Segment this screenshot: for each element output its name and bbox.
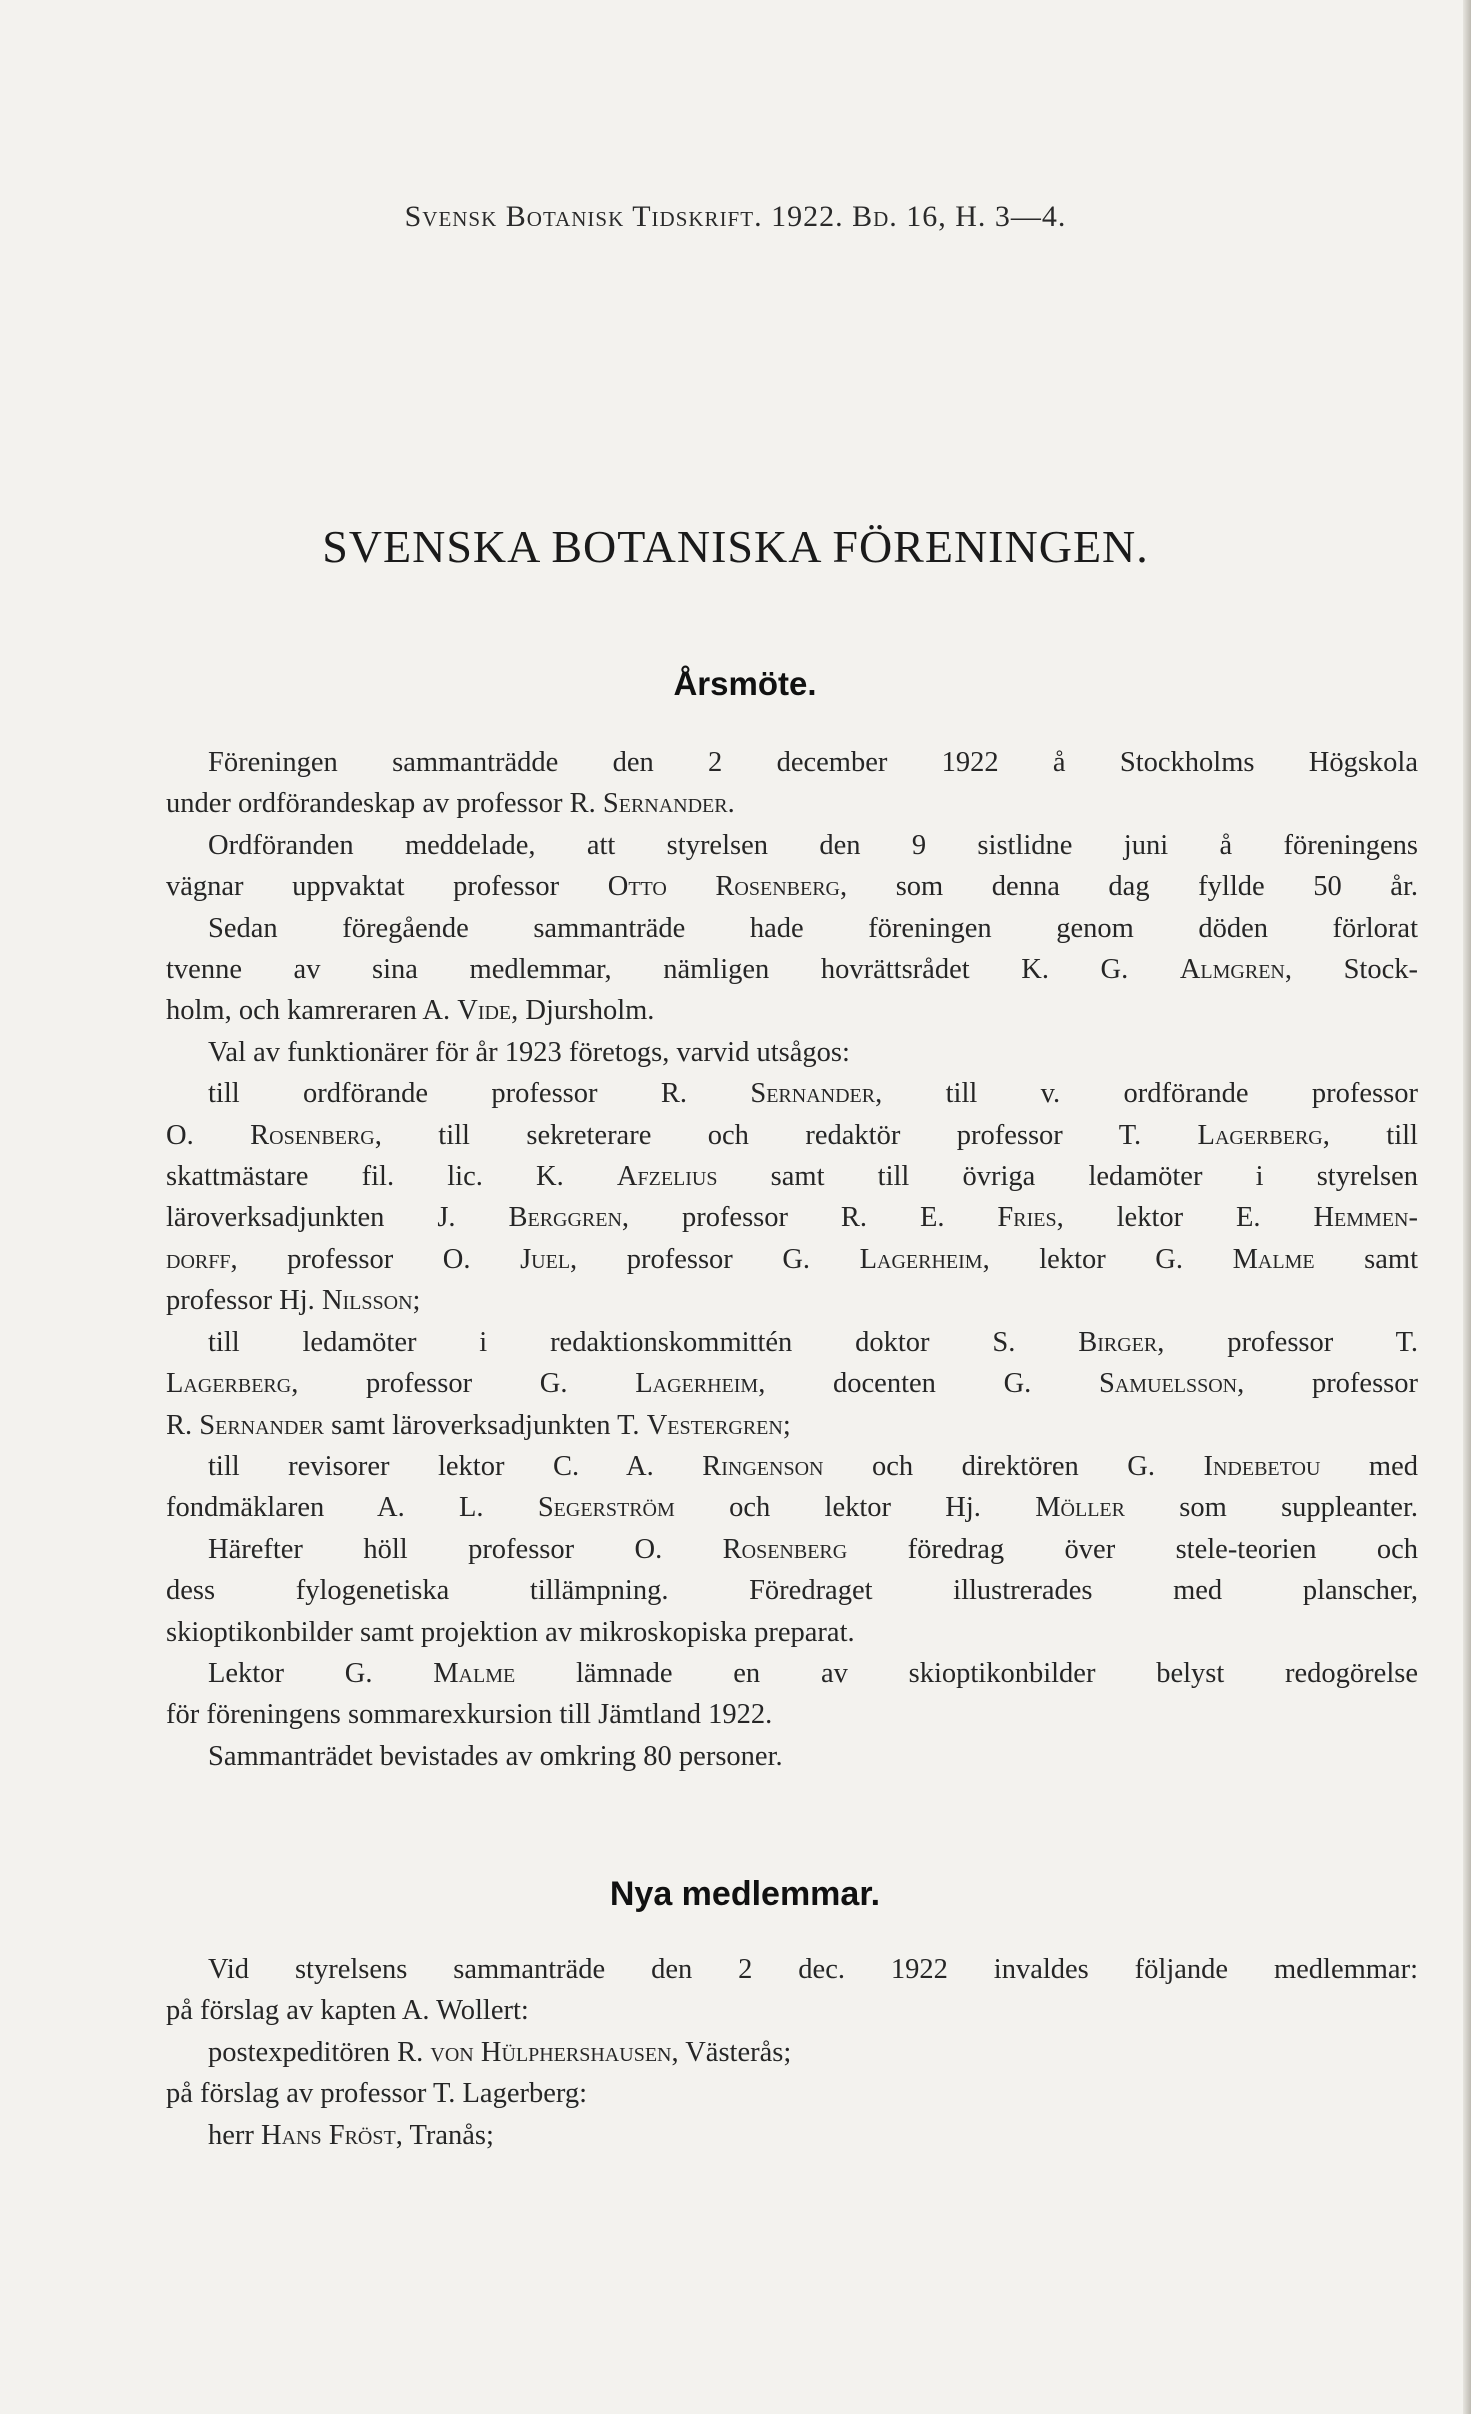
- person-name: Lagerberg: [166, 1368, 292, 1400]
- section-1-text-line: [166, 1446, 1418, 1487]
- text-segment: skattmästare fil. lic. K.: [166, 1161, 617, 1193]
- text-segment: läroverksadjunkten J.: [166, 1202, 509, 1234]
- person-name: Almgren: [1179, 954, 1285, 986]
- page-edge-shadow: [1463, 0, 1471, 2414]
- text-segment: föredrag över stele-teorien och: [847, 1533, 1418, 1565]
- person-name: Hemmen-: [1313, 1202, 1418, 1234]
- section-1-text-line: [166, 1405, 1418, 1446]
- section-heading-arsmote: Årsmöte.: [673, 665, 817, 702]
- section-1-text-line: [166, 1529, 1418, 1570]
- text-segment: samt läroverksadjunkten T.: [324, 1409, 647, 1441]
- text-segment: för föreningens sommarexkursion till Jämtland 1922.: [166, 1699, 773, 1731]
- section-1-text-line: [166, 1322, 1418, 1363]
- section-1-text-line: [166, 1197, 1418, 1238]
- section-1-text-line: [166, 1032, 1418, 1073]
- text-segment: till revisorer lektor C. A.: [208, 1450, 703, 1482]
- section-1-text-line: [166, 825, 1418, 866]
- person-name: Otto Rosenberg: [607, 871, 840, 903]
- text-segment: till ordförande professor R.: [208, 1078, 751, 1110]
- text-segment: , professor G.: [570, 1243, 860, 1275]
- person-name: Samuelsson: [1099, 1368, 1238, 1400]
- text-segment: professor Hj.: [166, 1285, 322, 1317]
- section-2-text-line: [166, 2032, 1418, 2073]
- person-name: Vestergren: [646, 1409, 783, 1441]
- text-segment: , som denna dag fyllde 50 år.: [840, 871, 1418, 903]
- text-segment: Ordföranden meddelade, att styrelsen den 9 sistlidne juni å föreningens: [208, 829, 1418, 861]
- text-segment: , Tranås;: [395, 2119, 494, 2151]
- person-name: Juel: [520, 1243, 571, 1275]
- text-segment: , Västerås;: [671, 2036, 792, 2068]
- section-body-nya-medlemmar: [166, 1949, 1418, 2156]
- text-segment: samt till övriga ledamöter i styrelsen: [717, 1161, 1419, 1193]
- section-1-text-line: [166, 1694, 1418, 1735]
- person-name: Birger: [1078, 1326, 1158, 1358]
- section-2-text-line: [166, 1990, 1418, 2031]
- section-1-text-line: [166, 949, 1418, 990]
- person-name: dorff: [166, 1243, 231, 1275]
- text-segment: Härefter höll professor O.: [208, 1533, 723, 1565]
- text-segment: , lektor E.: [1056, 1202, 1314, 1234]
- text-segment: , professor G.: [291, 1368, 636, 1400]
- text-segment: som suppleanter.: [1124, 1492, 1418, 1524]
- section-1-text-line: [166, 1156, 1418, 1197]
- text-segment: med: [1320, 1450, 1418, 1482]
- text-segment: R.: [166, 1409, 200, 1441]
- text-segment: , professor: [1237, 1368, 1418, 1400]
- section-heading-nya-medlemmar: Nya medlemmar.: [609, 1875, 881, 1913]
- person-name: Malme: [433, 1657, 516, 1689]
- section-1-text-line: [166, 1570, 1418, 1611]
- text-segment: på förslag av professor T. Lagerberg:: [166, 2078, 588, 2110]
- section-1-text-line: [166, 1363, 1418, 1404]
- person-name: Hans Fröst: [261, 2119, 396, 2151]
- person-name: Rosenberg: [722, 1533, 848, 1565]
- text-segment: , professor R. E.: [621, 1202, 998, 1234]
- section-1-text-line: [166, 1073, 1418, 1114]
- person-name: Vide: [457, 995, 512, 1027]
- person-name: Malme: [1232, 1243, 1315, 1275]
- section-1-text-line: [166, 908, 1418, 949]
- text-segment: till ledamöter i redaktionskommittén doktor S.: [208, 1326, 1079, 1358]
- section-1-text-line: [166, 742, 1418, 783]
- text-segment: lämnade en av skioptikonbilder belyst redogörelse: [515, 1657, 1418, 1689]
- text-segment: ;: [782, 1409, 791, 1441]
- section-1-text-line: [166, 1487, 1418, 1528]
- text-segment: fondmäklaren A. L.: [166, 1492, 538, 1524]
- person-name: Sernander: [199, 1409, 325, 1441]
- section-1-text-line: [166, 1239, 1418, 1280]
- text-segment: , docenten G.: [758, 1368, 1100, 1400]
- text-segment: samt: [1314, 1243, 1419, 1275]
- text-segment: och lektor Hj.: [674, 1492, 1036, 1524]
- section-1-text-line: [166, 1280, 1418, 1321]
- text-segment: på förslag av kapten A. Wollert:: [166, 1995, 529, 2027]
- text-segment: , lektor G.: [982, 1243, 1233, 1275]
- text-segment: och direktören G.: [823, 1450, 1204, 1482]
- person-name: Segerström: [537, 1492, 675, 1524]
- person-name: Sernander: [602, 788, 728, 820]
- text-segment: .: [727, 788, 735, 820]
- text-segment: Sammanträdet bevistades av omkring 80 personer.: [208, 1740, 783, 1772]
- text-segment: holm, och kamreraren A.: [166, 995, 458, 1027]
- person-name: Indebetou: [1203, 1450, 1321, 1482]
- text-segment: herr: [208, 2119, 262, 2151]
- text-segment: Vid styrelsens sammanträde den 2 dec. 1922 invaldes följande medlemmar:: [208, 1954, 1418, 1985]
- person-name: Rosenberg: [250, 1119, 375, 1151]
- person-name: Sernander: [750, 1078, 876, 1110]
- section-1-text-line: [166, 783, 1418, 824]
- text-segment: , till v. ordförande professor: [875, 1078, 1418, 1110]
- section-body-arsmote: [166, 742, 1418, 1777]
- person-name: Ringenson: [702, 1450, 824, 1482]
- text-segment: ;: [412, 1285, 421, 1317]
- person-name: Möller: [1035, 1492, 1125, 1524]
- section-1-text-line: [166, 866, 1418, 907]
- text-segment: , professor T.: [1157, 1326, 1418, 1358]
- text-segment: Föreningen sammanträdde den 2 december 1922 å Stockholms Högskola: [208, 747, 1418, 778]
- running-head: Svensk Botanisk Tidskrift. 1922. Bd. 16, H. 3—4.: [404, 200, 1067, 233]
- text-segment: , till sekreterare och redaktör professor T.: [374, 1119, 1198, 1151]
- section-1-text-line: [166, 990, 1418, 1031]
- text-segment: vägnar uppvaktat professor: [166, 871, 608, 903]
- text-segment: , till: [1322, 1119, 1418, 1151]
- text-segment: Lektor G.: [208, 1657, 434, 1689]
- person-name: Fries: [997, 1202, 1057, 1234]
- text-segment: Val av funktionärer för år 1923 företogs, varvid utsågos:: [208, 1036, 850, 1068]
- section-1-text-line: [166, 1612, 1418, 1653]
- text-segment: Sedan föregående sammanträde hade föreningen genom döden förlorat: [208, 912, 1418, 944]
- text-segment: , professor O.: [230, 1243, 521, 1275]
- text-segment: dess fylogenetiska tillämpning. Föredraget illustrerades med planscher,: [166, 1575, 1418, 1607]
- person-name: Lagerberg: [1197, 1119, 1323, 1151]
- section-1-text-line: [166, 1653, 1418, 1694]
- person-name: Afzelius: [616, 1161, 718, 1193]
- person-name: Lagerheim: [859, 1243, 983, 1275]
- section-1-text-line: [166, 1115, 1418, 1156]
- text-segment: , Stock-: [1284, 954, 1418, 986]
- section-2-text-line: [166, 1949, 1418, 1990]
- page-title: SVENSKA BOTANISKA FÖRENINGEN.: [322, 521, 1149, 572]
- text-segment: skioptikonbilder samt projektion av mikroskopiska preparat.: [166, 1616, 855, 1648]
- person-name: Berggren: [508, 1202, 622, 1234]
- person-name: Nilsson: [321, 1285, 413, 1317]
- text-segment: tvenne av sina medlemmar, nämligen hovrättsrådet K. G.: [166, 954, 1180, 986]
- section-1-text-line: [166, 1736, 1418, 1777]
- person-name: Lagerheim: [635, 1368, 759, 1400]
- text-segment: postexpeditören R.: [208, 2036, 431, 2068]
- text-segment: , Djursholm.: [511, 995, 655, 1027]
- text-segment: under ordförandeskap av professor R.: [166, 788, 603, 820]
- person-name: von Hülphershausen: [430, 2036, 672, 2068]
- text-segment: O.: [166, 1119, 251, 1151]
- section-2-text-line: [166, 2073, 1418, 2114]
- section-2-text-line: [166, 2115, 1418, 2156]
